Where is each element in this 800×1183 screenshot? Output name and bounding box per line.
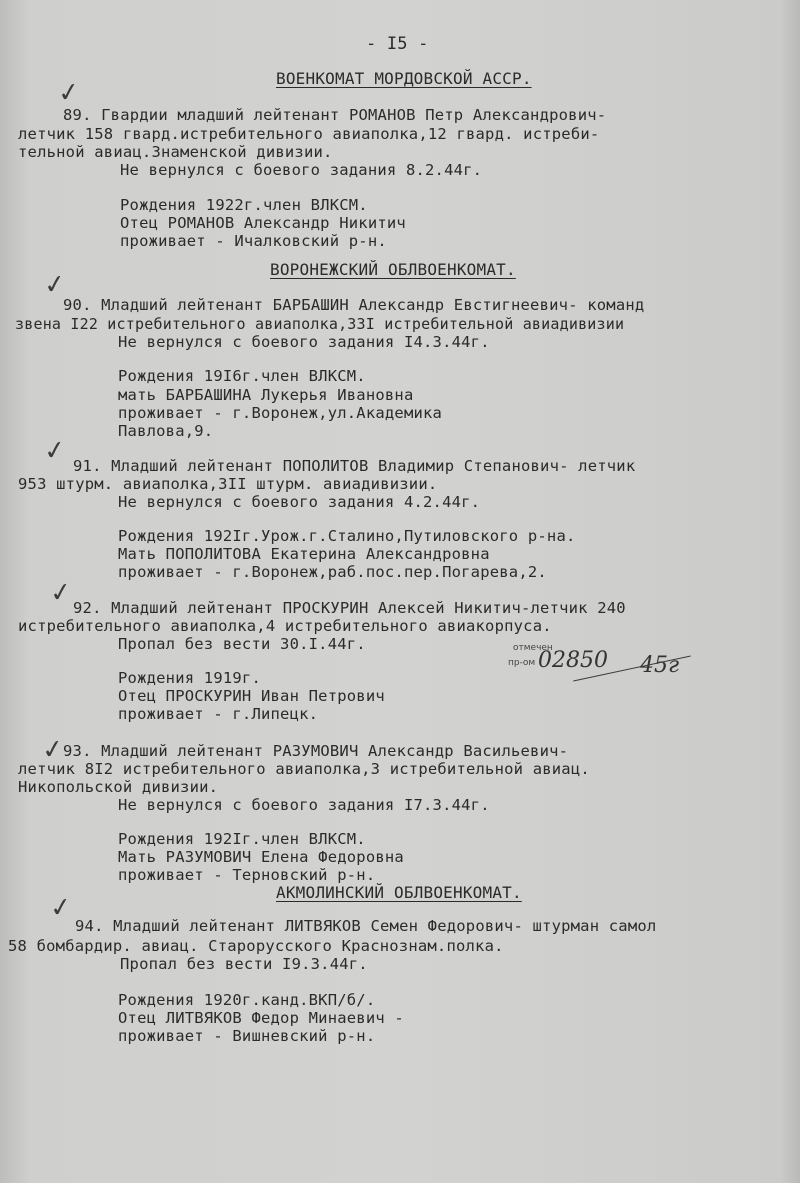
entry-92-line-6: проживает - г.Липецк. (118, 705, 319, 723)
entry-91-line-4: Рождения 192Iг.Урож.г.Сталино,Путиловского р-на. (118, 527, 576, 545)
entry-89-line-2: летчик 158 гвард.истребительного авиаполка,12 гвард. истреби- (18, 125, 600, 143)
entry-93-line-4: Не вернулся с боевого задания I7.3.44г. (118, 796, 490, 814)
section-heading-voronezh: ВОРОНЕЖСКИЙ ОБЛВОЕНКОМАТ. (270, 260, 516, 279)
entry-93-line-6: Мать РАЗУМОВИЧ Елена Федоровна (118, 848, 404, 866)
entry-93-line-7: проживает - Терновский р-н. (118, 866, 376, 884)
entry-89-line-1: 89. Гвардии младший лейтенант РОМАНОВ Петр Александрович- (63, 106, 607, 124)
entry-91-line-5: Мать ПОПОЛИТОВА Екатерина Александровна (118, 545, 490, 563)
entry-93-line-3: Никопольской дивизии. (18, 778, 219, 796)
page-number: - I5 - (366, 34, 429, 54)
entry-89-line-7: проживает - Ичалковский р-н. (120, 232, 387, 250)
entry-94-line-2: 58 бомбардир. авиац. Старорусского Краснознам.полка. (8, 937, 504, 955)
entry-89-line-5: Рождения 1922г.член ВЛКСМ. (120, 196, 368, 214)
entry-94-line-4: Рождения 1920г.канд.ВКП/б/. (118, 991, 376, 1009)
entry-90-line-7: Павлова,9. (118, 422, 214, 440)
entry-94-line-1: 94. Младший лейтенант ЛИТВЯКОВ Семен Федорович- штурман самол (75, 917, 657, 935)
entry-92-line-2: истребительного авиаполка,4 истребительного авиакорпуса. (18, 617, 552, 635)
section-heading-akmolinsk: АКМОЛИНСКИЙ ОБЛВОЕНКОМАТ. (276, 883, 522, 902)
entry-92-line-3: Пропал без вести 30.I.44г. (118, 635, 366, 653)
entry-91-line-6: проживает - г.Воронеж,раб.пос.пер.Погарева,2. (118, 563, 547, 581)
entry-91-line-3: Не вернулся с боевого задания 4.2.44г. (118, 493, 481, 511)
entry-91-line-1: 91. Младший лейтенант ПОПОЛИТОВ Владимир Степанович- летчик (73, 457, 636, 475)
entry-92-line-5: Отец ПРОСКУРИН Иван Петрович (118, 687, 385, 705)
entry-90-line-5: мать БАРБАШИНА Лукерья Ивановна (118, 386, 414, 404)
entry-90-line-3: Не вернулся с боевого задания I4.3.44г. (118, 333, 490, 351)
check-mark-93: ✓ (40, 733, 66, 767)
handwritten-number-2: 45г (640, 653, 680, 678)
stamp-prom: пр-ом (508, 658, 536, 668)
entry-93-line-5: Рождения 192Iг.член ВЛКСМ. (118, 830, 366, 848)
check-mark-94: ✓ (48, 891, 74, 925)
entry-92-line-4: Рождения 1919г. (118, 669, 261, 687)
entry-90-line-6: проживает - г.Воронеж,ул.Академика (118, 404, 443, 422)
entry-89-line-4: Не вернулся с боевого задания 8.2.44г. (120, 161, 483, 179)
entry-94-line-5: Отец ЛИТВЯКОВ Федор Минаевич - (118, 1009, 404, 1027)
entry-90-line-1: 90. Младший лейтенант БАРБАШИН Александр Евстигнеевич- команд (63, 296, 645, 314)
check-mark-92: ✓ (48, 576, 74, 610)
entry-93-line-2: летчик 8I2 истребительного авиаполка,3 истребительной авиац. (18, 760, 590, 778)
entry-94-line-6: проживает - Вишневский р-н. (118, 1027, 376, 1045)
entry-90-line-4: Рождения 19I6г.член ВЛКСМ. (118, 367, 366, 385)
check-mark-89: ✓ (56, 76, 82, 110)
entry-92-line-1: 92. Младший лейтенант ПРОСКУРИН Алексей Никитич-летчик 240 (73, 599, 626, 617)
entry-89-line-3: тельной авиац.Знаменской дивизии. (18, 143, 333, 161)
entry-90-line-2: звена I22 истребительного авиаполка,33I истребительной авиадивизии (15, 315, 625, 333)
check-mark-90: ✓ (42, 268, 68, 302)
entry-94-line-3: Пропал без вести I9.3.44г. (120, 955, 368, 973)
entry-93-line-1: 93. Младший лейтенант РАЗУМОВИЧ Александр Васильевич- (63, 742, 569, 760)
check-mark-91: ✓ (42, 434, 68, 468)
entry-89-line-6: Отец РОМАНОВ Александр Никитич (120, 214, 406, 232)
section-heading-mordovia: ВОЕНКОМАТ МОРДОВСКОЙ АССР. (276, 69, 532, 88)
handwritten-number: 02850 (538, 648, 608, 673)
stamp-otmechen: отмечен (513, 643, 553, 653)
entry-91-line-2: 953 штурм. авиаполка,3II штурм. авиадивизии. (18, 475, 438, 493)
